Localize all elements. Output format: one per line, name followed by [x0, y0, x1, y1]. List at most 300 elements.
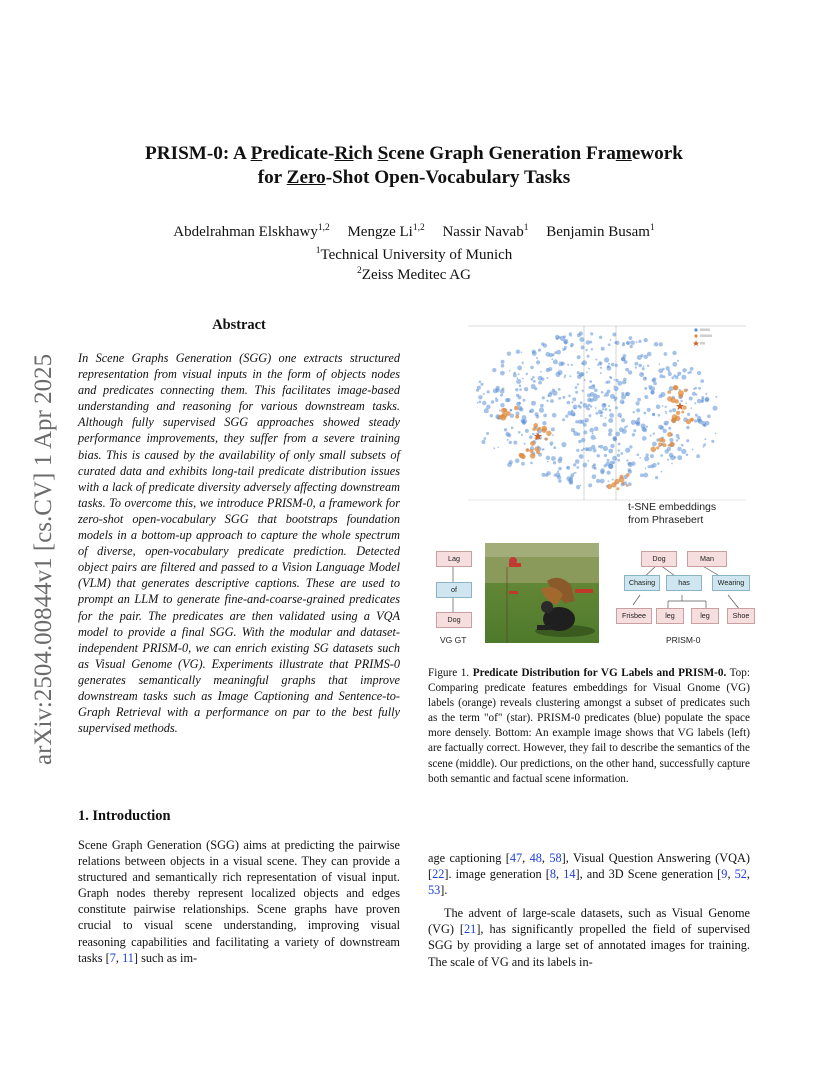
tsne-point — [541, 342, 544, 345]
tsne-vg-point — [501, 408, 507, 414]
tsne-point — [510, 409, 512, 411]
tsne-vg-point — [534, 447, 539, 452]
tsne-point — [622, 343, 625, 346]
tsne-point — [607, 459, 610, 462]
tsne-point — [567, 401, 571, 405]
tsne-point — [531, 378, 534, 381]
citation-link[interactable]: 22 — [432, 867, 445, 882]
tsne-point — [676, 439, 678, 441]
tsne-point — [621, 418, 625, 422]
tsne-point — [586, 340, 590, 344]
tsne-point — [509, 441, 512, 444]
tsne-point — [640, 473, 644, 477]
tsne-vg-point — [667, 390, 671, 394]
tsne-vg-point — [515, 415, 519, 419]
tsne-label-1: t-SNE embeddings — [628, 501, 717, 513]
abstract-heading: Abstract — [212, 317, 266, 333]
tsne-point — [479, 381, 482, 384]
tsne-vg-point — [661, 439, 665, 443]
tsne-point — [538, 349, 541, 352]
tsne-point — [711, 440, 714, 443]
tsne-point — [558, 388, 561, 391]
tsne-point — [665, 449, 669, 453]
tsne-point — [687, 413, 690, 416]
tsne-point — [573, 463, 576, 466]
tsne-point — [608, 405, 610, 407]
tsne-point — [557, 470, 559, 472]
tsne-point — [605, 408, 608, 411]
tsne-point — [553, 446, 556, 449]
tsne-point — [659, 374, 663, 378]
tsne-point — [548, 395, 550, 397]
tsne-point — [553, 359, 558, 364]
tsne-vg-point — [672, 414, 678, 420]
tsne-point — [677, 360, 679, 362]
title-line-2: for Zero-Shot Open-Vocabulary Tasks — [257, 167, 571, 188]
tsne-point — [595, 359, 597, 361]
tsne-point — [548, 367, 552, 371]
tsne-point — [590, 405, 592, 407]
tsne-point — [575, 391, 578, 394]
tsne-point — [539, 408, 544, 413]
tsne-point — [677, 372, 681, 376]
example-scene-photo — [485, 543, 599, 643]
tsne-point — [571, 401, 573, 403]
intro-paragraph-1-continued: age captioning [47, 48, 58], Visual Question Answering (VQA) [22]. image generation [8, 14], and 3D Scene generation [9, 52, 53]. — [428, 851, 750, 898]
tsne-point — [509, 370, 511, 372]
tsne-point — [486, 432, 489, 435]
tsne-point — [542, 421, 546, 425]
tsne-point — [553, 461, 556, 464]
tsne-point — [639, 457, 641, 459]
tsne-point — [586, 349, 588, 351]
tsne-point — [626, 392, 631, 397]
tsne-vg-point — [691, 418, 694, 421]
tsne-point — [592, 474, 597, 479]
tsne-point — [636, 421, 641, 426]
tsne-point — [622, 402, 624, 404]
arxiv-stamp-text: arXiv:2504.00844v1 [cs.CV] 1 Apr 2025 — [30, 353, 57, 765]
citation-link[interactable]: 47 — [509, 851, 523, 865]
tsne-point — [587, 355, 590, 358]
tsne-vg-point — [607, 484, 612, 489]
tsne-point — [594, 427, 599, 432]
tsne-point — [629, 336, 633, 340]
tsne-point — [552, 413, 557, 418]
tsne-point — [617, 381, 622, 386]
tsne-point — [615, 406, 618, 409]
tsne-point — [566, 466, 570, 470]
tsne-vg-point — [658, 442, 662, 446]
tsne-point — [674, 456, 676, 458]
tsne-point — [515, 459, 520, 464]
vg-node-lag: Lag — [436, 551, 472, 567]
tsne-point — [483, 437, 486, 440]
tsne-point — [511, 426, 514, 429]
tsne-point — [607, 480, 609, 482]
tsne-point — [598, 445, 600, 447]
tsne-point — [583, 430, 587, 434]
tsne-point — [603, 423, 607, 427]
tsne-point — [655, 476, 658, 479]
tsne-point — [648, 385, 651, 388]
tsne-point — [562, 396, 565, 399]
tsne-point — [526, 373, 528, 375]
tsne-scatter-figure — [468, 322, 746, 532]
tsne-point — [665, 413, 667, 415]
tsne-point — [516, 350, 520, 354]
tsne-point — [599, 362, 601, 364]
citation-link[interactable]: 8 — [549, 867, 557, 882]
tsne-point — [694, 419, 697, 422]
tsne-point — [597, 364, 599, 366]
tsne-vg-point — [617, 487, 620, 490]
tsne-point — [643, 366, 645, 368]
tsne-point — [518, 402, 521, 405]
tsne-point — [500, 371, 505, 376]
tsne-point — [558, 467, 562, 471]
tsne-vg-point — [532, 427, 536, 431]
tsne-point — [546, 377, 548, 379]
tsne-point — [536, 360, 540, 364]
tsne-point — [588, 414, 591, 417]
tsne-point — [658, 414, 661, 417]
tsne-point — [580, 401, 583, 404]
tsne-vg-point — [673, 385, 678, 390]
tsne-vg-point — [667, 432, 672, 437]
tsne-vg-point — [626, 484, 629, 487]
tsne-point — [625, 448, 630, 453]
tsne-point — [610, 377, 612, 379]
tsne-point — [598, 410, 603, 415]
tsne-point — [691, 407, 693, 409]
tsne-point — [645, 468, 647, 470]
affiliation-1: $^1$Technical University of Munich — [315, 246, 513, 263]
tsne-point — [637, 417, 640, 420]
tsne-point — [652, 377, 656, 381]
tsne-point — [582, 360, 587, 365]
tsne-point — [552, 434, 554, 436]
tsne-vg-point — [530, 441, 535, 446]
tsne-point — [501, 364, 505, 368]
scene-graph-figure — [428, 543, 750, 655]
tsne-point — [547, 461, 549, 463]
tsne-point — [564, 376, 566, 378]
tsne-point — [608, 418, 613, 423]
tsne-point — [591, 435, 596, 440]
tsne-point — [590, 398, 594, 402]
tsne-point — [650, 435, 652, 437]
tsne-point — [484, 408, 489, 413]
tsne-point — [569, 375, 571, 377]
tsne-point — [568, 395, 571, 398]
tsne-point — [530, 462, 533, 465]
tsne-point — [671, 463, 673, 465]
tsne-point — [608, 363, 610, 365]
tsne-point — [686, 453, 689, 456]
tsne-point — [705, 393, 707, 395]
tsne-point — [672, 351, 676, 355]
tsne-vg-point — [526, 448, 530, 452]
tsne-vg-point — [675, 399, 679, 403]
tsne-point — [624, 426, 627, 429]
tsne-point — [659, 363, 661, 365]
section-heading-introduction: 1. Introduction — [78, 808, 171, 824]
tsne-point — [646, 426, 648, 428]
prism-node-frisbee: Frisbee — [616, 608, 652, 624]
tsne-point — [523, 399, 526, 402]
tsne-point — [633, 411, 635, 413]
tsne-point — [529, 410, 532, 413]
tsne-point — [612, 479, 614, 481]
tsne-point — [607, 366, 612, 371]
citation-link[interactable]: 21 — [464, 922, 477, 937]
intro-paragraph-1: Scene Graph Generation (SGG) aims at predicting the pairwise relations between objects in a visual scene. They can provide a structured and semantically rich representation of visual input. Graph nodes thereby represent localized objects and edges constitute pairwise relationships. Scene graphs have proven crucial to visual scene understanding, improving visual reasoning capabilities and facilitating a variety of downstream tasks [7, 11] such as im- — [78, 838, 400, 965]
tsne-point — [690, 367, 694, 371]
tsne-point — [540, 371, 542, 373]
tsne-point — [585, 421, 587, 423]
tsne-point — [630, 345, 633, 348]
tsne-point — [635, 362, 639, 366]
tsne-point — [686, 439, 689, 442]
tsne-point — [505, 432, 510, 437]
author: Benjamin Busam$^1$ — [546, 223, 655, 240]
tsne-point — [586, 371, 588, 373]
tsne-point — [694, 387, 697, 390]
tsne-point — [589, 341, 592, 344]
tsne-point — [582, 390, 584, 392]
citation-link[interactable]: 48 — [529, 851, 542, 865]
tsne-point — [522, 362, 524, 364]
citation-link[interactable]: 14 — [563, 867, 576, 882]
tsne-point — [586, 406, 589, 409]
tsne-vg-point — [676, 411, 680, 415]
tsne-point — [477, 402, 479, 404]
tsne-point — [555, 335, 559, 339]
tsne-vg-point — [620, 475, 624, 479]
tsne-point — [672, 408, 676, 412]
tsne-point — [631, 461, 635, 465]
tsne-point — [671, 376, 674, 379]
tsne-point — [576, 466, 579, 469]
tsne-point — [643, 377, 647, 381]
tsne-point — [672, 362, 677, 367]
tsne-point — [536, 433, 538, 435]
tsne-point — [583, 448, 585, 450]
tsne-point — [617, 459, 620, 462]
tsne-point — [581, 438, 585, 442]
tsne-point — [601, 403, 606, 408]
tsne-point — [601, 391, 604, 394]
tsne-point — [518, 373, 520, 375]
tsne-point — [531, 384, 536, 389]
figure-caption — [428, 666, 750, 787]
tsne-point — [629, 445, 632, 448]
tsne-point — [608, 343, 611, 346]
tsne-point — [661, 471, 663, 473]
tsne-point — [516, 379, 521, 384]
tsne-point — [550, 444, 552, 446]
tsne-point — [564, 342, 567, 345]
tsne-point — [477, 386, 481, 390]
tsne-point — [615, 364, 618, 367]
tsne-point — [518, 395, 522, 399]
tsne-point — [592, 432, 594, 434]
tsne-point — [591, 348, 593, 350]
tsne-point — [519, 385, 522, 388]
tsne-point — [609, 409, 612, 412]
tsne-point — [513, 372, 516, 375]
tsne-point — [618, 449, 620, 451]
tsne-point — [497, 447, 499, 449]
tsne-point — [658, 394, 662, 398]
tsne-point — [707, 415, 711, 419]
tsne-point — [513, 441, 517, 445]
tsne-vg-point — [519, 453, 523, 457]
tsne-point — [650, 390, 654, 394]
tsne-point — [612, 333, 616, 337]
tsne-vg-point — [622, 482, 625, 485]
tsne-point — [615, 432, 620, 437]
tsne-point — [635, 366, 637, 368]
tsne-point — [626, 342, 629, 345]
tsne-point — [608, 432, 612, 436]
tsne-point — [642, 367, 645, 370]
tsne-point — [605, 417, 607, 419]
tsne-point — [546, 471, 550, 475]
tsne-point — [656, 405, 661, 410]
tsne-point — [483, 393, 485, 395]
tsne-point — [600, 367, 602, 369]
tsne-point — [579, 372, 584, 377]
tsne-point — [639, 372, 644, 377]
tsne-point — [607, 380, 610, 383]
tsne-point — [579, 454, 584, 459]
tsne-point — [591, 385, 596, 390]
tsne-point — [554, 351, 557, 354]
tsne-point — [577, 355, 581, 359]
tsne-point — [482, 401, 486, 405]
tsne-point — [588, 368, 590, 370]
tsne-point — [613, 436, 616, 439]
tsne-vg-point — [684, 389, 688, 393]
tsne-point — [577, 383, 579, 385]
tsne-point — [695, 414, 698, 417]
tsne-point — [638, 364, 642, 368]
tsne-point — [589, 380, 592, 383]
tsne-point — [495, 399, 498, 402]
arxiv-identifier-stamp — [18, 290, 64, 770]
tsne-point — [652, 413, 655, 416]
tsne-point — [521, 434, 523, 436]
tsne-point — [595, 407, 597, 409]
prism-node-has: has — [666, 575, 702, 591]
tsne-point — [571, 364, 573, 366]
abstract-text: In Scene Graphs Generation (SGG) one extracts structured representation from visual inputs in the form of objects nodes and predicates connecting them. This facilitates image-based understanding and reasoning for various downstream tasks. Although fully supervised SGG approaches showed steady performance improvements, they suffer from a severe training bias. This is caused by the availability of only small subsets of curated data and exhibits long-tail predicate distribution issues with a lack of predicate diversity adversely affecting downstream tasks. To overcome this, we introduce PRISM-0, a framework for zero-shot open-vocabulary SGG that bootstraps foundation models in a bottom-up approach to capture the whole spectrum of diverse, open-vocabulary predicate prediction. Detected object pairs are filtered and passed to a Vision Language Model (VLM) that generates descriptive captions. These are used to prompt an LLM to generate fine-and-coarse-grained predicates for the pair. The predicates are then validated using a VQA model to provide a final SGG. With the modular and dataset-independent PRISM-0, we can enrich existing SG datasets such as Visual Genome (VG). Experiments illustrate that PRIMS-0 generates semantically meaningful graphs that improve downstream tasks such as Image Captioning and Sentence-to-Graph Retrieval with a performance on par to the best fully supervised methods. — [78, 351, 400, 736]
tsne-point — [647, 408, 651, 412]
tsne-point — [611, 363, 615, 367]
citation-link[interactable]: 53 — [428, 883, 441, 898]
tsne-point — [697, 399, 702, 404]
tsne-point — [640, 354, 643, 357]
tsne-point — [692, 449, 694, 451]
tsne-vg-point — [530, 453, 536, 459]
tsne-point — [558, 362, 563, 367]
tsne-point — [642, 436, 647, 441]
tsne-vg-point — [546, 431, 551, 436]
tsne-point — [682, 368, 686, 372]
tsne-point — [487, 390, 490, 393]
tsne-point — [579, 337, 584, 342]
citation-link[interactable]: 52 — [734, 867, 747, 882]
tsne-point — [546, 400, 548, 402]
author: Mengze Li$^{1,2}$ — [347, 223, 425, 240]
tsne-vg-point — [538, 427, 541, 430]
tsne-point — [491, 400, 494, 403]
tsne-point — [636, 408, 640, 412]
tsne-point — [609, 413, 614, 418]
prism-node-wearing: Wearing — [712, 575, 750, 591]
tsne-point — [681, 375, 686, 380]
tsne-point — [599, 336, 602, 339]
tsne-point — [547, 368, 549, 370]
tsne-point — [625, 368, 629, 372]
tsne-point — [587, 460, 589, 462]
citation-link[interactable]: 7 — [109, 950, 116, 965]
tsne-point — [630, 340, 635, 345]
tsne-point — [594, 467, 597, 470]
tsne-point — [564, 375, 566, 377]
author-list — [100, 218, 728, 242]
tsne-point — [628, 370, 632, 374]
tsne-point — [608, 428, 612, 432]
tsne-point — [612, 456, 617, 461]
tsne-point — [628, 468, 632, 472]
citation-link[interactable]: 58 — [549, 851, 562, 865]
tsne-point — [614, 386, 619, 391]
tsne-point — [627, 462, 631, 466]
tsne-point — [608, 464, 613, 469]
tsne-point — [617, 454, 620, 457]
citation-link[interactable]: 11 — [122, 950, 134, 965]
tsne-point — [478, 395, 482, 399]
tsne-point — [579, 331, 583, 335]
tsne-vg-point — [545, 438, 548, 441]
tsne-point — [653, 433, 655, 435]
tsne-point — [532, 351, 537, 356]
tsne-point — [667, 459, 669, 461]
prism-node-dog: Dog — [641, 551, 677, 567]
tsne-point — [669, 438, 673, 442]
tsne-point — [613, 397, 615, 399]
tsne-point — [507, 439, 509, 441]
tsne-point — [615, 341, 619, 345]
tsne-point — [571, 411, 576, 416]
tsne-point — [625, 382, 627, 384]
tsne-point — [501, 360, 505, 364]
tsne-point — [517, 366, 522, 371]
tsne-point — [636, 341, 638, 343]
tsne-point — [662, 368, 665, 371]
prism-node-leg: leg — [691, 608, 719, 624]
tsne-point — [583, 463, 588, 468]
citation-link[interactable]: 9 — [721, 867, 728, 882]
tsne-point — [667, 421, 669, 423]
tsne-point — [600, 468, 605, 473]
tsne-point — [542, 396, 545, 399]
tsne-point — [681, 449, 686, 454]
tsne-point — [697, 371, 701, 375]
